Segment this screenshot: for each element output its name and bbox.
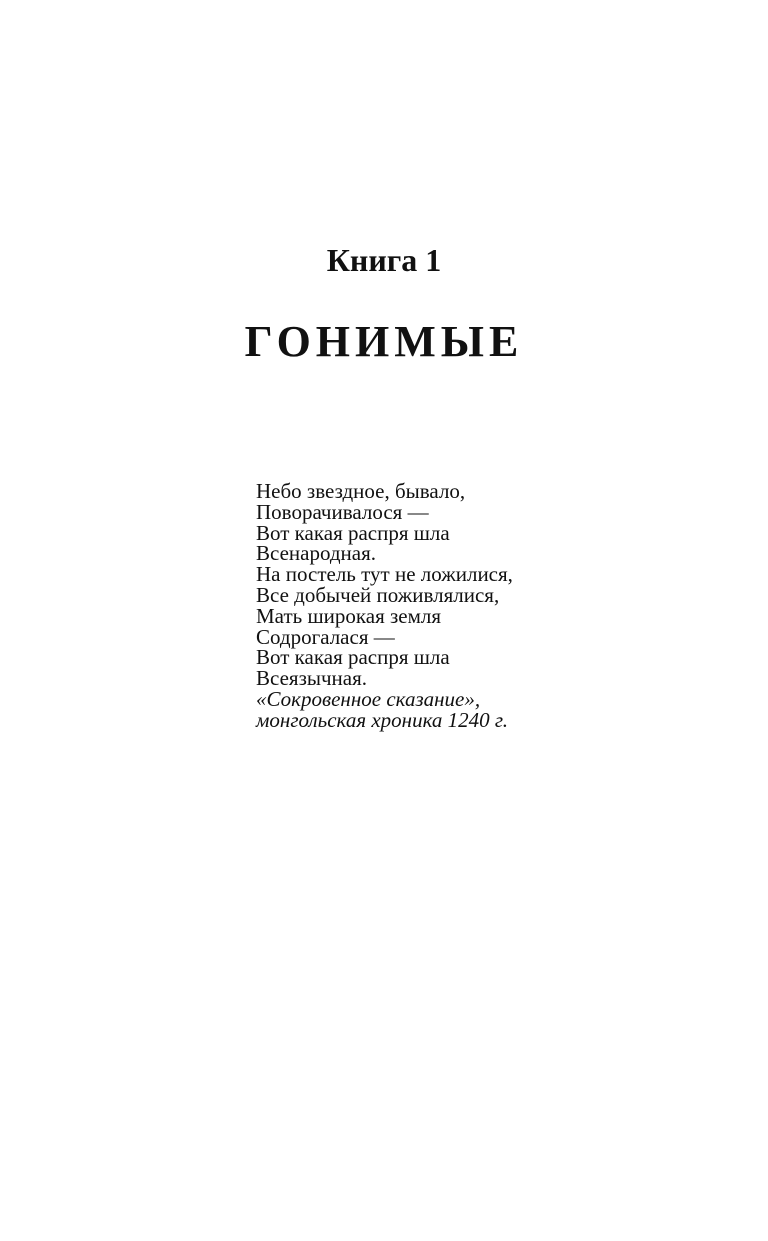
book-number-label: Книга 1 — [326, 242, 442, 278]
epigraph-line: Небо звездное, бывало, — [256, 479, 466, 503]
epigraph-source-description: монгольская хроника 1240 г. — [256, 707, 509, 732]
epigraph — [256, 481, 596, 731]
epigraph-line: Вот какая распря шла — [256, 645, 450, 670]
epigraph-line: Всеязычная. — [256, 666, 367, 691]
epigraph-line: Вот какая распря шла — [256, 520, 450, 545]
book-title: ГОНИМЫЕ — [244, 317, 524, 366]
epigraph-source-title: «Сокровенное сказание», — [256, 686, 481, 711]
epigraph-line: Все добычей поживлялися, — [256, 582, 500, 607]
epigraph-line: Содрогалася — — [256, 624, 395, 649]
epigraph-line: Всенародная. — [256, 541, 377, 566]
epigraph-line: Мать широкая земля — [256, 603, 442, 628]
epigraph-line: На постель тут не ложилися, — [256, 562, 513, 587]
epigraph-line: Поворачивалося — — [256, 499, 429, 524]
